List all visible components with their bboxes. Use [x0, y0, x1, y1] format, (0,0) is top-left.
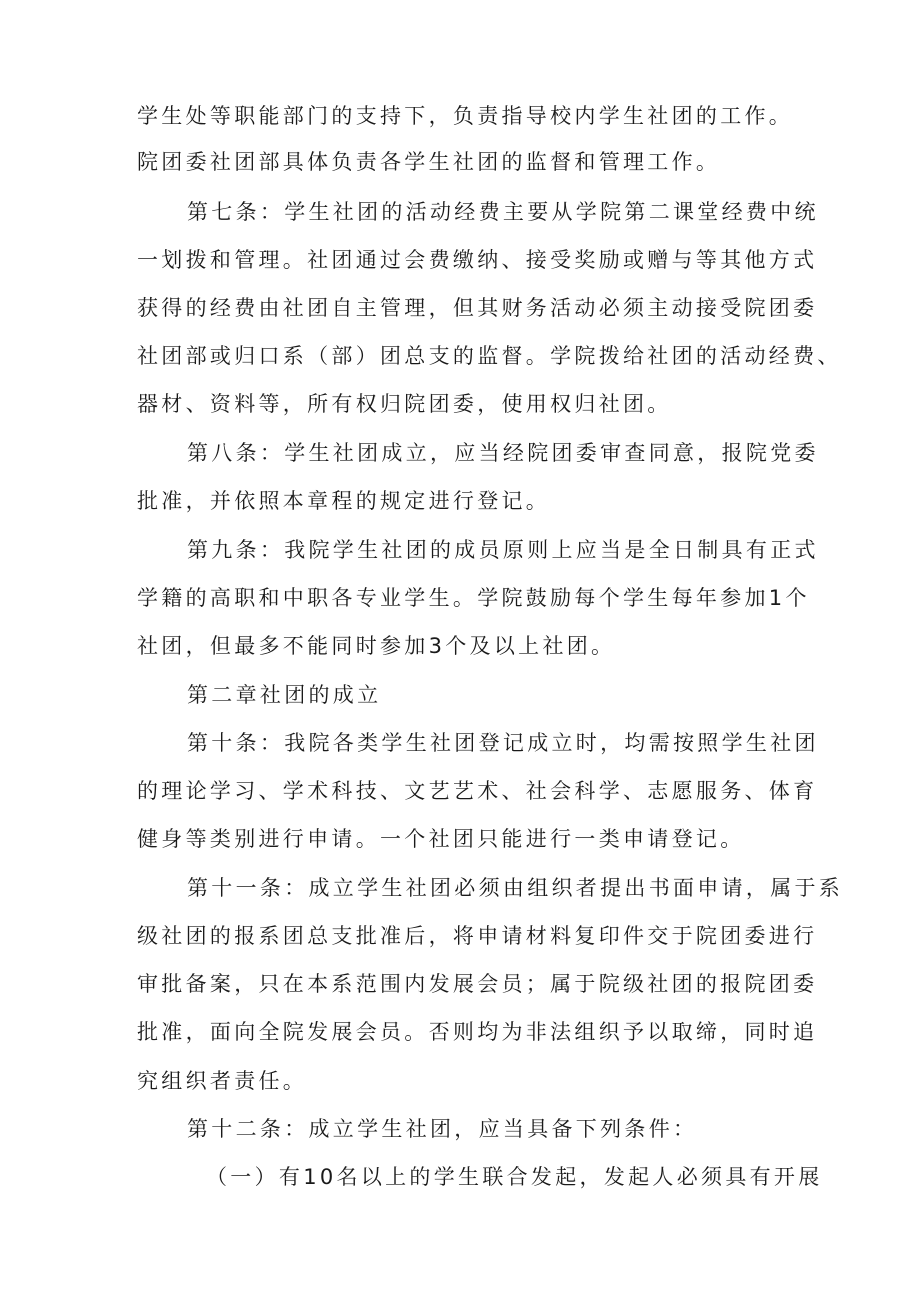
- paragraph-line: 获得的经费由社团自主管理，但其财务活动必须主动接受院团委: [137, 296, 818, 320]
- paragraph-line: 学生处等职能部门的支持下，负责指导校内学生社团的工作。: [137, 104, 794, 128]
- paragraph-line: 健身等类别进行申请。一个社团只能进行一类申请登记。: [137, 827, 745, 851]
- paragraph-line: 究组织者责任。: [137, 1069, 308, 1093]
- chapter-heading: 第二章社团的成立: [187, 683, 382, 707]
- paragraph-line: 级社团的报系团总支批准后，将申请材料复印件交于院团委进行: [137, 924, 818, 948]
- paragraph-line: 院团委社团部具体负责各学生社团的监督和管理工作。: [137, 150, 721, 174]
- article-8-line: 第八条：学生社团成立，应当经院团委审查同意，报院党委: [187, 441, 819, 465]
- paragraph-line: 社团，但最多不能同时参加3个及以上社团。: [137, 634, 616, 658]
- paragraph-line: 的理论学习、学术科技、文艺艺术、社会科学、志愿服务、体育: [137, 779, 818, 803]
- paragraph-line: 批准，并依照本章程的规定进行登记。: [137, 489, 551, 513]
- article-10-line: 第十条：我院各类学生社团登记成立时，均需按照学生社团: [187, 731, 819, 755]
- paragraph-line: 学籍的高职和中职各专业学生。学院鼓励每个学生每年参加1个: [137, 586, 810, 610]
- article-11-line: 第十一条：成立学生社团必须由组织者提出书面申请，属于系: [187, 876, 844, 900]
- paragraph-line: 社团部或归口系（部）团总支的监督。学院拨给社团的活动经费、: [137, 344, 842, 368]
- paragraph-line: 批准，面向全院发展会员。否则均为非法组织予以取缔，同时追: [137, 1020, 818, 1044]
- paragraph-line: 器材、资料等，所有权归院团委，使用权归社团。: [137, 392, 672, 416]
- paragraph-line: 一划拨和管理。社团通过会费缴纳、接受奖励或赠与等其他方式: [137, 248, 818, 272]
- article-9-line: 第九条：我院学生社团的成员原则上应当是全日制具有正式: [187, 538, 819, 562]
- article-7-line: 第七条：学生社团的活动经费主要从学院第二课堂经费中统: [187, 200, 819, 224]
- paragraph-line: 审批备案，只在本系范围内发展会员；属于院级社团的报院团委: [137, 972, 818, 996]
- list-item-line: （一）有10名以上的学生联合发起，发起人必须具有开展: [206, 1165, 823, 1189]
- article-12-line: 第十二条：成立学生社团，应当具备下列条件：: [187, 1117, 698, 1141]
